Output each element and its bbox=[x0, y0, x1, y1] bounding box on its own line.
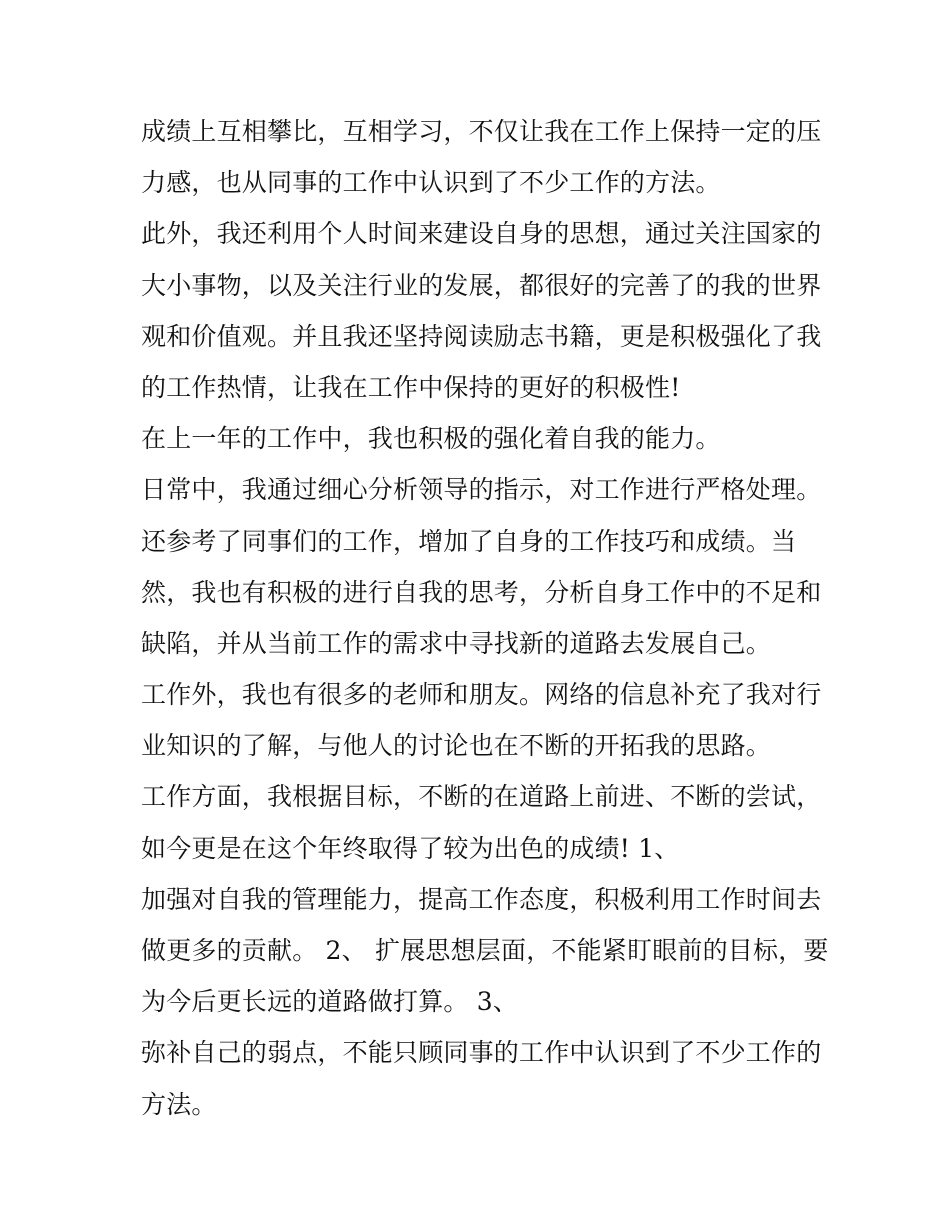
document-body-text bbox=[141, 106, 829, 1130]
text-line: 成绩上互相攀比，互相学习，不仅让我在工作上保持一定的压 bbox=[141, 117, 822, 146]
text-line: 还参考了同事们的工作，增加了自身的工作技巧和成绩。当 bbox=[141, 526, 797, 556]
text-line: 做更多的贡献。 2、 扩展思想层面，不能紧盯眼前的目标，要 bbox=[141, 936, 829, 965]
text-line: 为今后更长远的道路做打算。 3、 bbox=[141, 987, 519, 1017]
text-line: 然，我也有积极的进行自我的思考，分析自身工作中的不足和 bbox=[141, 577, 822, 607]
text-line: 加强对自我的管理能力，提高工作态度，积极利用工作时间去 bbox=[141, 884, 822, 914]
text-line: 方法。 bbox=[141, 1089, 217, 1119]
text-line: 观和价值观。并且我还坚持阅读励志书籍，更是积极强化了我 bbox=[141, 321, 822, 351]
text-line: 工作方面，我根据目标，不断的在道路上前进、不断的尝试， bbox=[141, 782, 822, 812]
text-line: 力感，也从同事的工作中认识到了不少工作的方法。 bbox=[141, 168, 721, 198]
text-line: 大小事物，以及关注行业的发展，都很好的完善了的我的世界 bbox=[141, 270, 822, 300]
text-line: 缺陷，并从当前工作的需求中寻找新的道路去发展自己。 bbox=[141, 628, 772, 658]
text-line: 的工作热情，让我在工作中保持的更好的积极性! bbox=[141, 372, 681, 402]
text-line: 如今更是在这个年终取得了较为出色的成绩! 1、 bbox=[141, 833, 680, 863]
text-line: 弥补自己的弱点，不能只顾同事的工作中认识到了不少工作的 bbox=[141, 1038, 822, 1068]
text-line: 在上一年的工作中，我也积极的强化着自我的能力。 bbox=[141, 424, 721, 454]
text-line: 日常中，我通过细心分析领导的指示，对工作进行严格处理。 bbox=[141, 475, 822, 505]
text-line: 此外，我还利用个人时间来建设自身的思想，通过关注国家的 bbox=[141, 219, 822, 249]
text-line: 业知识的了解，与他人的讨论也在不断的开拓我的思路。 bbox=[141, 731, 772, 761]
text-line: 工作外，我也有很多的老师和朋友。网络的信息补充了我对行 bbox=[141, 680, 822, 710]
